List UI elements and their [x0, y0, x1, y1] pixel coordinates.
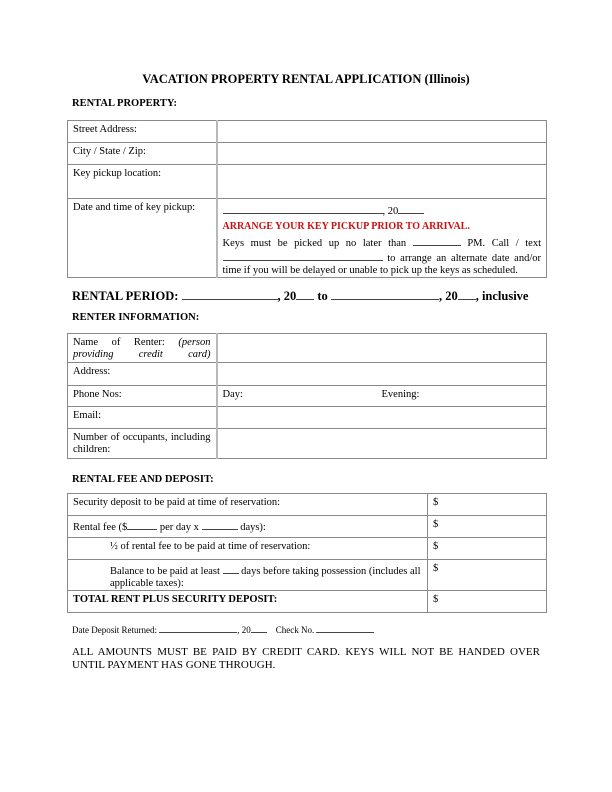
check-no-blank[interactable] — [316, 624, 374, 633]
dollar-sign: $ — [433, 519, 439, 530]
rental-end-year-blank[interactable] — [458, 287, 476, 300]
occupants-field[interactable] — [217, 429, 547, 459]
table-row — [68, 494, 547, 516]
rental-period-to: to — [317, 289, 328, 303]
deposit-return-line — [72, 624, 374, 635]
pickup-year-blank[interactable] — [398, 203, 424, 214]
total-amount[interactable] — [428, 591, 547, 613]
renter-address-field[interactable] — [217, 363, 547, 386]
table-row — [68, 429, 547, 459]
rental-fee-text-a: Rental fee ($ — [73, 522, 128, 533]
pickup-text-pm: PM. Call / text — [467, 238, 541, 249]
table-row — [68, 334, 547, 363]
renter-information-heading: RENTER INFORMATION: — [72, 312, 200, 323]
rental-start-year-prefix: , 20 — [277, 289, 297, 303]
key-pickup-datetime-label: Date and time of key pickup: — [68, 199, 217, 278]
key-pickup-location-field[interactable] — [217, 165, 547, 199]
table-row — [68, 143, 547, 165]
city-state-zip-field[interactable] — [217, 143, 547, 165]
balance-text-a: Balance to be paid at least — [110, 566, 220, 577]
rental-property-heading: RENTAL PROPERTY: — [72, 98, 177, 109]
security-deposit-amount[interactable] — [428, 494, 547, 516]
half-fee-amount[interactable] — [428, 538, 547, 560]
balance-days-blank[interactable] — [223, 563, 239, 574]
city-state-zip-label: City / State / Zip: — [68, 143, 217, 165]
rental-period-suffix: , inclusive — [475, 289, 529, 303]
renter-name-label: Name of Renter: — [73, 337, 165, 348]
rental-end-date-blank[interactable] — [331, 287, 439, 300]
phone-evening-label: Evening: — [381, 389, 420, 400]
phone-day-label: Day: — [222, 389, 243, 400]
table-row — [68, 407, 547, 429]
rental-fee-amount[interactable] — [428, 516, 547, 538]
rental-period-line — [72, 287, 528, 304]
table-row — [68, 386, 547, 407]
pickup-text-1: Keys must be picked up no later than — [222, 238, 407, 249]
dollar-sign: $ — [433, 594, 439, 605]
table-row — [68, 538, 547, 560]
rental-fee-text-b: per day x — [159, 522, 199, 533]
street-address-label: Street Address: — [68, 121, 217, 143]
table-row — [68, 199, 547, 278]
security-deposit-label: Security deposit to be paid at time of reservation: — [68, 494, 428, 516]
deposit-returned-year-prefix: , 20 — [237, 625, 251, 635]
rental-start-date-blank[interactable] — [182, 287, 278, 300]
half-fee-label: ½ of rental fee to be paid at time of reservation: — [68, 538, 428, 560]
deposit-returned-year-blank[interactable] — [251, 624, 267, 633]
pickup-year-prefix: , 20 — [382, 206, 399, 217]
rental-fee-label-cell — [68, 516, 428, 538]
balance-amount[interactable] — [428, 560, 547, 591]
renter-information-table — [67, 333, 547, 459]
table-row — [68, 591, 547, 613]
renter-name-field[interactable] — [217, 334, 547, 363]
pickup-text-3: time if you will be delayed or unable to pick up the keys as scheduled. — [222, 265, 518, 276]
street-address-field[interactable] — [217, 121, 547, 143]
deposit-returned-date-blank[interactable] — [159, 624, 237, 633]
rental-fee-table — [67, 493, 547, 613]
phone-evening-field[interactable] — [382, 386, 547, 407]
phone-day-field[interactable] — [217, 386, 382, 407]
rental-property-table — [67, 120, 547, 278]
dollar-sign: $ — [433, 541, 439, 552]
balance-label-cell — [68, 560, 428, 591]
pickup-date-blank[interactable] — [223, 203, 383, 214]
deposit-returned-label: Date Deposit Returned: — [72, 625, 157, 635]
occupants-label: Number of occupants, including children: — [73, 432, 211, 455]
days-count-blank[interactable] — [202, 519, 238, 530]
email-label: Email: — [68, 407, 217, 429]
renter-address-label: Address: — [68, 363, 217, 386]
rental-start-year-blank[interactable] — [296, 287, 314, 300]
daily-rate-blank[interactable] — [127, 519, 157, 530]
pickup-text-2: to arrange an alternate date and/or — [387, 253, 541, 264]
dollar-sign: $ — [433, 563, 439, 574]
contact-number-blank[interactable] — [223, 250, 383, 261]
balance-text-b: days before taking possession (includes all applicable taxes): — [110, 566, 421, 589]
rental-fee-text-c: days): — [240, 522, 266, 533]
total-label: TOTAL RENT PLUS SECURITY DEPOSIT: — [68, 591, 428, 613]
table-row — [68, 165, 547, 199]
phone-label: Phone Nos: — [68, 386, 217, 407]
table-row — [68, 516, 547, 538]
renter-name-note: (person providing credit card) — [73, 337, 211, 360]
email-field[interactable] — [217, 407, 547, 429]
table-row — [68, 363, 547, 386]
rental-period-label: RENTAL PERIOD: — [72, 289, 179, 303]
pickup-time-blank[interactable] — [413, 235, 461, 246]
renter-name-label-cell — [68, 334, 217, 363]
check-no-label: Check No. — [275, 625, 315, 635]
rental-end-year-prefix: , 20 — [438, 289, 458, 303]
rental-fee-heading: RENTAL FEE AND DEPOSIT: — [72, 474, 214, 485]
document-title: VACATION PROPERTY RENTAL APPLICATION (Illinois) — [142, 72, 470, 86]
pickup-warning: ARRANGE YOUR KEY PICKUP PRIOR TO ARRIVAL. — [222, 221, 470, 232]
occupants-label-cell — [68, 429, 217, 459]
table-row — [68, 560, 547, 591]
table-row — [68, 121, 547, 143]
key-pickup-datetime-cell — [217, 199, 547, 278]
payment-notice: ALL AMOUNTS MUST BE PAID BY CREDIT CARD. KEYS WILL NOT BE HANDED OVER UNTIL PAYMENT HAS GONE THROUGH. — [72, 646, 540, 671]
dollar-sign: $ — [433, 497, 439, 508]
key-pickup-location-label: Key pickup location: — [68, 165, 217, 199]
